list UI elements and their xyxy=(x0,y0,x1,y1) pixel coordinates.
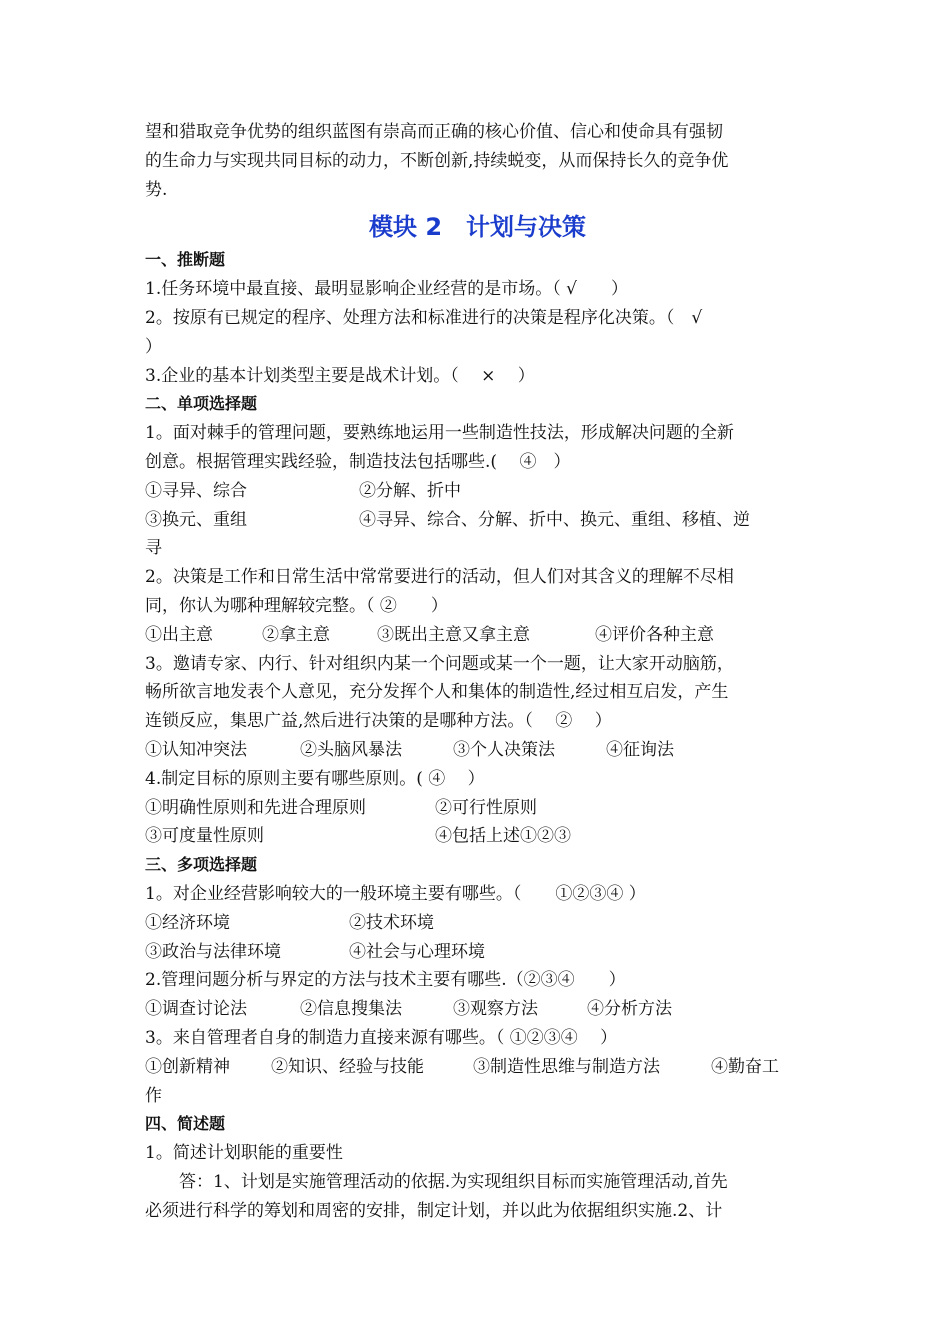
option: ②可行性原则 xyxy=(435,797,537,818)
multi-q1-options-row-1 xyxy=(145,909,810,938)
section-multi-heading: 三、多项选择题 xyxy=(145,855,258,875)
single-q1-line-2: 创意。根据管理实践经验，制造技法包括哪些.( ④ ） xyxy=(145,451,571,472)
single-q2-options xyxy=(145,621,810,650)
option: ④分析方法 xyxy=(587,999,672,1020)
option: ①寻异、综合 xyxy=(145,480,247,501)
option-continuation: 作 xyxy=(145,1085,162,1106)
single-q3-options xyxy=(145,736,810,765)
short-q1: 1。简述计划职能的重要性 xyxy=(145,1143,343,1164)
intro-line-2: 的生命力与实现共同目标的动力，不断创新,持续蜕变，从而保持长久的竞争优 xyxy=(145,150,729,171)
multi-q1: 1。对企业经营影响较大的一般环境主要有哪些。（ ①②③④ ） xyxy=(145,883,646,904)
section-judge-heading: 一、推断题 xyxy=(145,250,226,270)
option: ④社会与心理环境 xyxy=(349,941,485,962)
module-title: 模块 2 计划与决策 xyxy=(368,213,587,242)
option: ④评价各种主意 xyxy=(595,624,714,645)
option: ①调查讨论法 xyxy=(145,999,247,1020)
option: ③观察方法 xyxy=(453,999,538,1020)
single-q2-line-2: 同，你认为哪种理解较完整。（ ② ） xyxy=(145,595,448,616)
multi-q3: 3。来自管理者自身的制造力直接来源有哪些。（ ①②③④ ） xyxy=(145,1027,618,1048)
short-a1-line-2: 必须进行科学的筹划和周密的安排，制定计划，并以此为依据组织实施.2、计 xyxy=(145,1200,723,1221)
document-page xyxy=(145,118,810,1225)
judge-q2-cont: ） xyxy=(145,336,162,357)
single-q3-line-3: 连锁反应，集思广益,然后进行决策的是哪种方法。（ ② ） xyxy=(145,711,612,732)
multi-q2-options xyxy=(145,995,810,1024)
single-q1-options-row-2 xyxy=(145,506,810,535)
option: ①创新精神 xyxy=(145,1056,230,1077)
single-q2-line-1: 2。决策是工作和日常生活中常常要进行的活动，但人们对其含义的理解不尽相 xyxy=(145,567,734,588)
single-q4-options-row-1 xyxy=(145,794,810,823)
option: ①认知冲突法 xyxy=(145,739,247,760)
option: ③政治与法律环境 xyxy=(145,941,281,962)
single-q3-line-1: 3。邀请专家、内行、针对组织内某一个问题或某一个一题，让大家开动脑筋， xyxy=(145,653,734,674)
option: ①出主意 xyxy=(145,624,213,645)
single-q1-line-1: 1。面对棘手的管理问题，要熟练地运用一些制造性技法，形成解决问题的全新 xyxy=(145,423,734,444)
short-a1-line-1: 答：1、计划是实施管理活动的依据.为实现组织目标而实施管理活动,首先 xyxy=(179,1171,728,1192)
single-q1-options-row-1 xyxy=(145,477,810,506)
section-single-heading: 二、单项选择题 xyxy=(145,394,258,414)
multi-q2: 2.管理问题分析与界定的方法与技术主要有哪些.（②③④ ） xyxy=(145,970,626,991)
multi-q3-options xyxy=(145,1053,810,1082)
option: ②信息搜集法 xyxy=(300,999,402,1020)
option: ③换元、重组 xyxy=(145,509,247,530)
option: ②知识、经验与技能 xyxy=(271,1056,424,1077)
option: ③既出主意又拿主意 xyxy=(377,624,530,645)
judge-q1: 1.任务环境中最直接、最明显影响企业经营的是市场。（ √ ） xyxy=(145,279,628,300)
option: ④寻异、综合、分解、折中、换元、重组、移植、逆 xyxy=(359,509,750,530)
option: ②拿主意 xyxy=(262,624,330,645)
option: ②头脑风暴法 xyxy=(300,739,402,760)
option: ③制造性思维与制造方法 xyxy=(473,1056,660,1077)
option: ①经济环境 xyxy=(145,912,230,933)
option: ④勤奋工 xyxy=(711,1056,779,1077)
section-short-heading: 四、简述题 xyxy=(145,1114,226,1134)
single-q3-line-2: 畅所欲言地发表个人意见，充分发挥个人和集体的制造性,经过相互启发，产生 xyxy=(145,682,729,703)
option: ④包括上述①②③ xyxy=(435,826,571,847)
intro-line-3: 势. xyxy=(145,179,168,200)
option: ④征询法 xyxy=(606,739,674,760)
option: ②分解、折中 xyxy=(359,480,461,501)
multi-q1-options-row-2 xyxy=(145,938,810,967)
option: ②技术环境 xyxy=(349,912,434,933)
intro-line-1: 望和猎取竞争优势的组织蓝图有崇高而正确的核心价值、信心和使命具有强韧 xyxy=(145,122,723,142)
option-continuation: 寻 xyxy=(145,538,162,559)
option: ①明确性原则和先进合理原则 xyxy=(145,797,366,818)
option: ③个人决策法 xyxy=(453,739,555,760)
judge-q2: 2。按原有已规定的程序、处理方法和标准进行的决策是程序化决策。（ √ xyxy=(145,307,703,328)
single-q4: 4.制定目标的原则主要有哪些原则。( ④ ） xyxy=(145,768,485,789)
single-q4-options-row-2 xyxy=(145,822,810,851)
option: ③可度量性原则 xyxy=(145,826,264,847)
judge-q3: 3.企业的基本计划类型主要是战术计划。（ × ） xyxy=(145,365,535,386)
